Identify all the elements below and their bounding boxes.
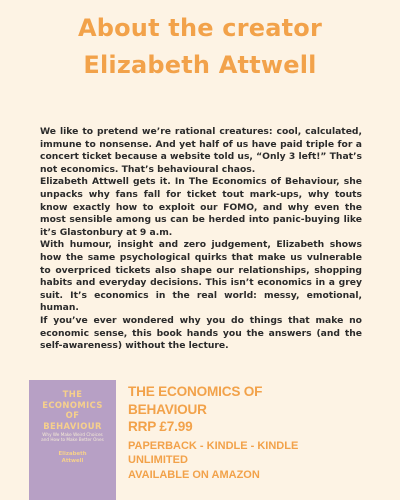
bio-paragraph: Elizabeth Attwell gets it. In The Economics of Behaviour, she unpacks why fans fall for ticket tout mark-ups, why touts know exactly how to exploit our FOMO, and why even the most sensible among us can be herded into panic-buying like it’s Glastonbury at 9 a.m.	[40, 176, 362, 238]
cover-title-line: THE	[62, 389, 83, 399]
cover-author-line: Elizabeth	[58, 451, 87, 457]
heading-line-name: Elizabeth Attwell	[83, 51, 317, 79]
bio-paragraph: With humour, insight and zero judgement, Elizabeth shows how the same psychological quirks that make us vulnerable to overpriced tickets also shape our relationships, shopping habits and everyday decisions. This isn’t economics in a grey suit. It’s economics in the real world: messy, emotional, human.	[40, 239, 362, 314]
book-cover-image	[29, 380, 116, 500]
book-formats: UNLIMITED	[128, 454, 188, 466]
page-heading	[0, 10, 400, 84]
book-title-line: BEHAVIOUR	[128, 401, 207, 417]
book-availability: AVAILABLE ON AMAZON	[128, 468, 260, 481]
cover-author	[29, 451, 116, 465]
book-formats: PAPERBACK - KINDLE - KINDLE	[128, 439, 299, 452]
cover-author-line: Attwell	[61, 458, 84, 464]
cover-title-line: ECONOMICS	[42, 399, 103, 410]
bio-paragraph: We like to pretend we’re rational creatures: cool, calculated, immune to nonsense. And yet half of us have paid triple for a concert ticket because a website told us, “Only 3 left!” That’s not economics. That’s behavioural chaos.	[40, 126, 362, 175]
bio-text	[40, 126, 362, 353]
book-price: RRP £7.99	[128, 419, 193, 434]
cover-title-line: BEHAVIOUR	[43, 420, 102, 431]
cover-subtitle: Why We Make Weird Choices and How to Make Better Ones	[41, 432, 104, 443]
book-title-line: THE ECONOMICS OF	[128, 384, 263, 399]
book-info	[128, 383, 388, 482]
bio-paragraph: If you’ve ever wondered why you do things that make no economic sense, this book hands you the answers (and the self-awareness) without the lecture.	[40, 314, 362, 352]
cover-title	[29, 389, 116, 431]
cover-title-line: OF	[65, 410, 80, 420]
heading-line-about: About the creator	[77, 14, 323, 42]
